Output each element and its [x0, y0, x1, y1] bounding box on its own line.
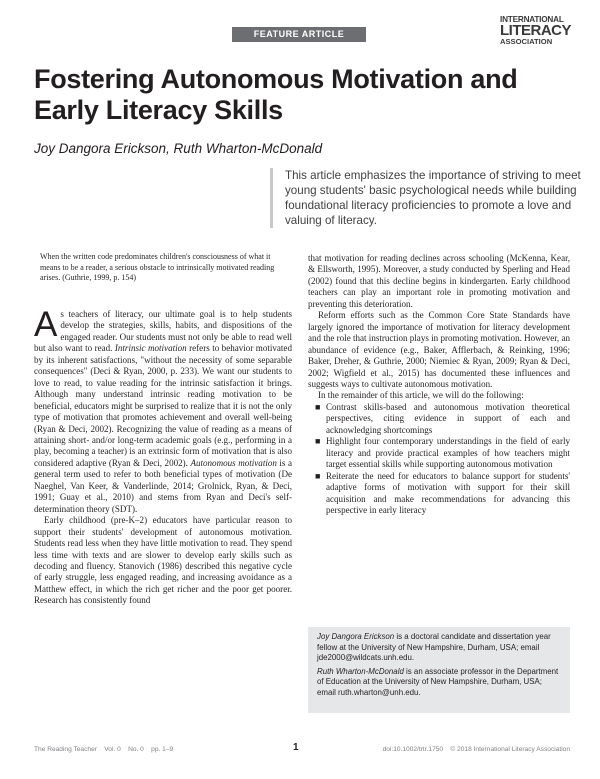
term-intrinsic-motivation: Intrinsic motivation	[114, 343, 187, 354]
list-item-text: Contrast skills-based and autonomous motivation theoretical perspectives, citing evidence in support of each and acknowledging shortcomings	[326, 401, 570, 435]
epigraph-quote: When the written code predominates children's consciousness of what it means to be a reader, a serious obstacle to intrinsically motivated reading arises.	[40, 252, 275, 283]
term-autonomous-motivation: Autonomous motivation	[190, 457, 277, 468]
body-paragraph-1	[34, 305, 292, 515]
bullet-icon: ■	[315, 470, 321, 481]
body-paragraph-5: In the remainder of this article, we will do the following:	[318, 390, 524, 401]
body-paragraph-3: that motivation for reading declines across schooling (McKenna, Kear, & Ellsworth, 1995). Moreover, a study conducted by Sperling and Head (2002) found that this decline begins in kindergarten. Early childhood teachers can play an important role in promoting motivation and preventing this deterioration.	[308, 253, 570, 309]
article-title: Fostering Autonomous Motivation and Early Literacy Skills	[34, 64, 518, 125]
drop-cap: A	[34, 305, 58, 344]
list-item-text: Highlight four contemporary understandings in the field of early literacy and provide practical examples of how teachers might target essential skills while supporting autonomous motivation	[326, 436, 570, 470]
logo-line-3: ASSOCIATION	[500, 37, 553, 47]
body-paragraph-2: Early childhood (pre-K–2) educators have particular reason to support their students' development of autonomous motivation. Students read less when they have little motivation to read. They spend less time with texts and are slower to develop early skills such as decoding and fluency. Stanovich (1986) described this negative cycle of early struggle, less engaged reading, and increasing avoidance as a Matthew effect, in which the rich get richer and the poor get poorer. Research has consistently found	[34, 515, 292, 606]
body-paragraph-4: Reform efforts such as the Common Core State Standards have largely ignored the importance of motivation for literacy development and the role that instruction plays in promoting motivation. However, an abundance of evidence (e.g., Baker, Afflerbach, & Reinking, 1996; Baker, Dreher, & Guthrie, 2000; Niemiec & Ryan, 2009; Ryan & Deci, 2002; Wigfield et al., 2015) has documented these influences and suggests ways to cultivate autonomous motivation.	[308, 310, 570, 389]
author-bio-box	[308, 627, 570, 713]
page-number: 1	[293, 742, 299, 753]
list-item	[308, 402, 570, 436]
bullet-icon: ■	[315, 436, 321, 447]
bio-name: Ruth Wharton-McDonald	[317, 666, 404, 676]
body-column-left	[34, 305, 292, 607]
doi-copyright: doi:10.1002/trtr.1750 © 2018 International Literacy Association	[382, 746, 570, 753]
author-bio-1	[317, 632, 561, 664]
bio-text: is a doctoral candidate and dissertation year fellow at the University of New Hampshire, Durham, USA; email jde2000@wildcats.unh.edu.	[317, 632, 551, 663]
bio-name: Joy Dangora Erickson	[317, 632, 395, 641]
outline-list	[308, 402, 570, 517]
logo-line-1: INTERNATIONAL	[500, 15, 564, 24]
text-run: is a general term used to refer to both beneficial types of motivation (De Naeghel, Van Keer, & Vanderlinde, 2014; Grolnick, Ryan, & Deci, 1991; Guay et al., 2010) and stems from Ryan and Deci's self-determination theory (SDT).	[34, 457, 292, 514]
journal-info: The Reading Teacher Vol. 0 No. 0 pp. 1–9	[34, 746, 174, 753]
body-column-right	[308, 253, 570, 516]
list-item	[308, 471, 570, 517]
epigraph-citation: (Guthrie, 1999, p. 154)	[62, 273, 136, 283]
article-authors: Joy Dangora Erickson, Ruth Wharton-McDonald	[34, 141, 323, 156]
text-run: s teachers of literacy, our ultimate goal is to help students develop the strategies, skills, habits, and dispositions of the engaged reader. Our students must not only be able to read well but also want to read.	[34, 309, 292, 354]
author-bio-2	[317, 667, 561, 699]
bio-text: is an associate professor in the Department of Education at the University of New Hampshire, Durham, USA; email ruth.wharton@unh.edu.	[317, 666, 559, 697]
list-item	[308, 436, 570, 470]
logo-line-2: LITERACY	[500, 21, 571, 39]
epigraph	[40, 252, 284, 284]
text-run: refers to behavior motivated by its inherent satisfactions, "without the necessity of some separable consequences" (Deci & Ryan, 2000, p. 233). We want our students to love to read, to value reading for the intrinsic satisfaction it brings. Although many understand intrinsic reading motivation to be beneficial, educators might be surprised to realize that it is not the only type of motivation that promotes achievement and overall well-being (Ryan & Deci, 2002). Recognizing the value of reading as a means of attaining short- and/or long-term academic goals (e.g., performing in a play, becoming a teacher) is an extrinsic form of motivation that is also considered adaptive (Ryan & Deci, 2002).	[34, 343, 292, 468]
ila-logo	[500, 15, 571, 47]
feature-article-badge: FEATURE ARTICLE	[232, 27, 366, 42]
page-footer	[0, 742, 600, 762]
list-item-text: Reiterate the need for educators to balance support for students' adaptive forms of motivation with support for their skill acquisition and make recommendations for advancing this perspective in early literacy	[326, 470, 570, 515]
bullet-icon: ■	[315, 401, 321, 412]
article-abstract: This article emphasizes the importance of striving to meet young students' basic psychological needs while building foundational literacy proficiencies to promote a love and valuing of literacy.	[270, 168, 587, 228]
